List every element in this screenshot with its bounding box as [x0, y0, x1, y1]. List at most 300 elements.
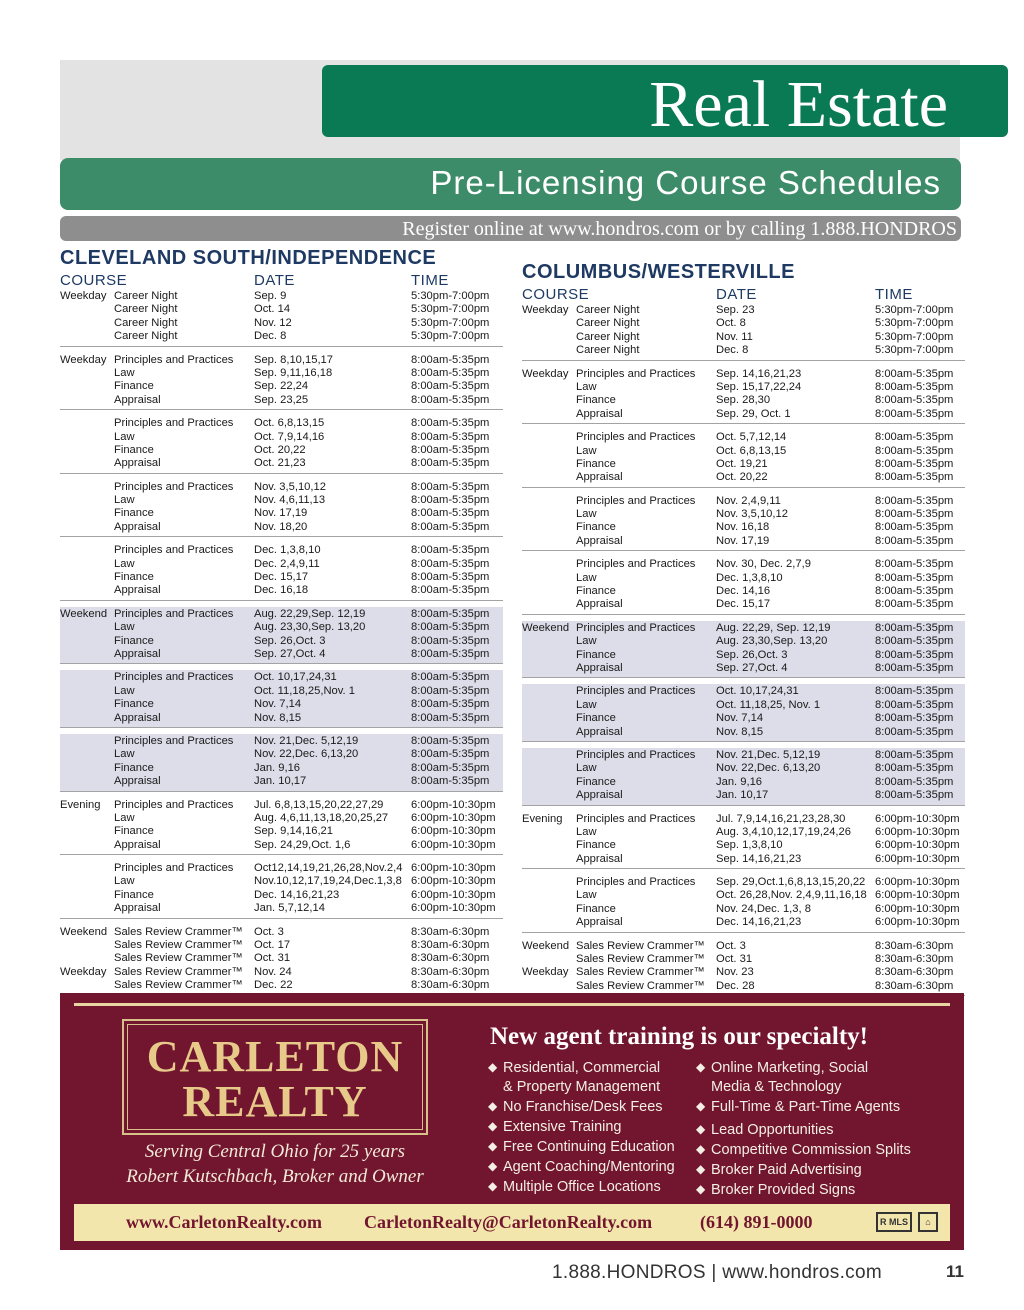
feature-item: ◆ Multiple Office Locations	[488, 1179, 661, 1195]
course-time: 8:00am-5:35pm	[875, 457, 954, 470]
course-time: 6:00pm-10:30pm	[411, 825, 496, 838]
schedule-group	[522, 430, 965, 488]
course-time: 8:00am-5:35pm	[411, 748, 490, 761]
course-time: 8:00am-5:35pm	[875, 431, 954, 444]
course-dates: Sep. 23	[716, 304, 755, 316]
diamond-bullet-icon: ◆	[488, 1159, 498, 1173]
schedule-row	[60, 966, 503, 979]
schedule-groups	[60, 289, 503, 996]
diamond-bullet-icon: ◆	[696, 1099, 706, 1113]
course-name: Finance	[576, 585, 616, 598]
schedule-row	[522, 940, 965, 953]
schedule-group	[60, 861, 503, 919]
course-dates: Nov. 17,19	[254, 507, 308, 520]
schedule-row	[60, 735, 503, 748]
schedule-group	[522, 748, 965, 806]
course-time: 5:30pm-7:00pm	[411, 303, 490, 316]
course-name: Appraisal	[114, 393, 161, 406]
course-time: 5:30pm-7:00pm	[875, 330, 954, 343]
ad-contact-bar	[74, 1204, 950, 1241]
course-name: Appraisal	[576, 725, 623, 738]
course-time: 8:00am-5:35pm	[875, 571, 954, 584]
course-time: 8:00am-5:35pm	[875, 698, 954, 711]
schedule-row	[60, 889, 503, 902]
course-dates: Sep. 14,16,21,23	[716, 852, 802, 865]
course-dates: Nov. 7,14	[254, 698, 302, 711]
course-name: Principles and Practices	[576, 367, 696, 380]
course-dates: Dec. 8	[254, 330, 287, 343]
course-name: Finance	[114, 634, 154, 647]
feature-item: ◆ Free Continuing Education	[488, 1139, 675, 1155]
course-time: 8:00am-5:35pm	[411, 621, 490, 634]
diamond-bullet-icon: ◆	[696, 1162, 706, 1176]
course-name: Finance	[114, 825, 154, 838]
course-name: Principles and Practices	[576, 812, 696, 825]
course-dates: Sep. 24,29,Oct. 1,6	[254, 838, 351, 851]
course-name: Finance	[576, 457, 616, 470]
course-dates: Dec. 15,17	[254, 571, 309, 584]
schedule-row	[60, 521, 503, 534]
schedule-row	[60, 902, 503, 915]
schedule-row	[60, 926, 503, 939]
course-name: Appraisal	[576, 598, 623, 611]
course-dates: Sep. 9,11,16,18	[254, 366, 333, 379]
course-dates: Sep. 29, Oct. 1	[716, 407, 791, 420]
register-text: Register online at www.hondros.com or by calling 1.888.HONDROS	[402, 218, 957, 240]
course-dates: Dec. 14,16	[716, 585, 771, 598]
course-time: 6:00pm-10:30pm	[875, 916, 960, 929]
course-name: Principles and Practices	[576, 685, 696, 698]
course-name: Principles and Practices	[576, 431, 696, 444]
course-name: Sales Review Crammer™	[576, 953, 705, 966]
schedule-group	[60, 543, 503, 601]
course-dates: Dec. 1,3,8,10	[716, 571, 783, 584]
course-time: 8:00am-5:35pm	[875, 748, 954, 761]
feature-item: & Property Management	[503, 1079, 661, 1095]
course-dates: Nov. 18,20	[254, 520, 308, 533]
course-name: Law	[114, 430, 135, 443]
schedule-row	[522, 598, 965, 611]
feature-item: ◆ Competitive Commission Splits	[696, 1142, 911, 1158]
schedule-row	[60, 367, 503, 380]
schedule-row	[522, 431, 965, 444]
schedule-row	[522, 839, 965, 852]
course-name: Principles and Practices	[114, 671, 234, 684]
course-name: Law	[576, 380, 597, 393]
schedule-row	[60, 303, 503, 316]
schedule-row	[522, 408, 965, 421]
course-dates: Nov. 22,Dec. 6,13,20	[254, 748, 359, 761]
schedule-group	[60, 607, 503, 665]
course-dates: Jul. 6,8,13,15,20,22,27,29	[254, 798, 384, 811]
session-type: Evening	[60, 798, 101, 811]
course-header: COURSE	[522, 286, 590, 303]
schedule-group	[522, 494, 965, 552]
course-name: Appraisal	[576, 661, 623, 674]
course-name: Law	[576, 825, 597, 838]
logo-text-realty: REALTY	[182, 1077, 368, 1126]
schedule-row	[522, 980, 965, 993]
course-time: 5:30pm-7:00pm	[875, 317, 954, 330]
column-headers	[60, 269, 503, 289]
course-time: 8:00am-5:35pm	[411, 430, 490, 443]
schedule-row	[60, 698, 503, 711]
course-name: Finance	[576, 775, 616, 788]
subtitle-banner	[60, 158, 961, 210]
footer-contact: 1.888.HONDROS | www.hondros.com	[552, 1262, 882, 1283]
course-dates: Sep. 9	[254, 290, 287, 302]
course-time: 8:00am-5:35pm	[875, 712, 954, 725]
schedule-row	[60, 431, 503, 444]
schedule-row	[522, 853, 965, 866]
course-time: 6:00pm-10:30pm	[411, 902, 496, 915]
course-name: Finance	[576, 648, 616, 661]
time-header: TIME	[875, 286, 913, 303]
course-time: 8:00am-5:35pm	[875, 394, 954, 407]
course-name: Law	[576, 508, 597, 521]
schedule-row	[522, 317, 965, 330]
course-name: Principles and Practices	[576, 558, 696, 571]
schedule-row	[60, 862, 503, 875]
course-time: 6:00pm-10:30pm	[875, 839, 960, 852]
schedule-group	[60, 798, 503, 856]
course-time: 8:00am-5:35pm	[875, 585, 954, 598]
schedule-row	[522, 966, 965, 979]
course-dates: Oct. 20,22	[716, 471, 768, 484]
schedule-row	[60, 748, 503, 761]
course-dates: Oct. 7,9,14,16	[254, 430, 325, 443]
course-name: Law	[576, 444, 597, 457]
course-name: Finance	[114, 507, 154, 520]
course-time: 8:00am-5:35pm	[875, 635, 954, 648]
schedule-row	[522, 813, 965, 826]
diamond-bullet-icon: ◆	[488, 1060, 498, 1074]
course-time: 8:00am-5:35pm	[875, 725, 954, 738]
course-time: 8:00am-5:35pm	[411, 544, 490, 557]
schedule-row	[522, 304, 965, 317]
course-time: 8:00am-5:35pm	[875, 775, 954, 788]
course-time: 8:00am-5:35pm	[411, 761, 490, 774]
course-name: Law	[114, 811, 135, 824]
schedule-row	[522, 585, 965, 598]
diamond-bullet-icon: ◆	[488, 1099, 498, 1113]
course-time: 8:30am-6:30pm	[875, 939, 954, 952]
schedule-group	[60, 925, 503, 996]
schedule-row	[60, 775, 503, 788]
course-dates: Nov.10,12,17,19,24,Dec.1,3,8	[254, 875, 402, 888]
course-time: 8:00am-5:35pm	[411, 584, 490, 597]
course-name: Appraisal	[114, 838, 161, 851]
course-name: Finance	[114, 571, 154, 584]
course-name: Career Night	[114, 290, 178, 302]
time-header: TIME	[411, 272, 449, 289]
course-time: 8:00am-5:35pm	[411, 457, 490, 470]
course-dates: Sep. 27,Oct. 4	[254, 647, 326, 660]
course-time: 8:00am-5:35pm	[411, 366, 490, 379]
schedule-row	[522, 508, 965, 521]
schedule-row	[522, 535, 965, 548]
schedule-row	[522, 889, 965, 902]
course-dates: Aug. 23,30,Sep. 13,20	[716, 635, 828, 648]
course-dates: Oct. 31	[254, 952, 291, 965]
date-header: DATE	[254, 272, 295, 289]
session-type: Weekend	[60, 925, 108, 938]
course-dates: Oct. 6,8,13,15	[254, 417, 325, 430]
feature-item: ◆ No Franchise/Desk Fees	[488, 1099, 663, 1115]
schedule-row	[522, 762, 965, 775]
diamond-bullet-icon: ◆	[696, 1060, 706, 1074]
schedule-row	[522, 726, 965, 739]
course-dates: Oct. 11,18,25,Nov. 1	[254, 684, 355, 697]
schedule-group	[60, 670, 503, 728]
course-name: Finance	[576, 712, 616, 725]
course-dates: Oct. 5,7,12,14	[716, 431, 787, 444]
course-time: 8:30am-6:30pm	[411, 925, 490, 938]
course-time: 6:00pm-10:30pm	[411, 798, 496, 811]
schedule-row	[60, 712, 503, 725]
session-type: Weekend	[60, 607, 108, 620]
course-time: 8:00am-5:35pm	[411, 698, 490, 711]
schedule-row	[60, 481, 503, 494]
course-name: Appraisal	[114, 520, 161, 533]
schedule-group	[60, 416, 503, 474]
course-name: Finance	[576, 521, 616, 534]
cleveland-schedule	[60, 247, 503, 1002]
course-name: Sales Review Crammer™	[114, 979, 243, 992]
schedule-row	[522, 953, 965, 966]
course-dates: Oct. 26,28,Nov. 2,4,9,11,16,18	[716, 889, 867, 902]
course-dates: Jan. 10,17	[716, 789, 769, 802]
course-dates: Dec. 2,4,9,11	[254, 557, 320, 570]
schedule-row	[60, 762, 503, 775]
schedule-row	[522, 916, 965, 929]
course-name: Career Night	[114, 330, 178, 343]
schedule-row	[60, 330, 503, 343]
course-dates: Sep. 1,3,8,10	[716, 839, 783, 852]
course-time: 5:30pm-7:00pm	[411, 316, 490, 329]
page-number: 11	[946, 1262, 964, 1281]
schedule-row	[522, 826, 965, 839]
course-dates: Oct. 10,17,24,31	[716, 685, 799, 698]
course-name: Principles and Practices	[576, 494, 696, 507]
course-time: 6:00pm-10:30pm	[411, 888, 496, 901]
course-dates: Nov. 24,Dec. 1,3, 8	[716, 902, 811, 915]
schedule-group	[522, 303, 965, 361]
course-name: Sales Review Crammer™	[114, 925, 243, 938]
course-dates: Nov. 2,4,9,11	[716, 494, 781, 507]
course-time: 8:00am-5:35pm	[411, 571, 490, 584]
feature-item: ◆ Online Marketing, Social	[696, 1060, 869, 1076]
course-dates: Oct. 17	[254, 939, 291, 952]
session-type: Weekday	[522, 966, 569, 979]
session-type: Weekend	[522, 621, 570, 634]
course-dates: Nov. 8,15	[716, 725, 764, 738]
feature-item: ◆ Agent Coaching/Mentoring	[488, 1159, 675, 1175]
carleton-logo	[122, 1019, 428, 1135]
course-header: COURSE	[60, 272, 128, 289]
course-name: Finance	[114, 761, 154, 774]
course-time: 8:00am-5:35pm	[875, 508, 954, 521]
course-dates: Dec. 28	[716, 979, 755, 992]
course-time: 8:30am-6:30pm	[875, 979, 954, 992]
course-dates: Nov. 23	[716, 966, 754, 979]
course-name: Appraisal	[576, 471, 623, 484]
course-name: Finance	[576, 394, 616, 407]
course-name: Principles and Practices	[114, 798, 234, 811]
schedule-group	[522, 367, 965, 425]
course-time: 5:30pm-7:00pm	[875, 304, 954, 316]
course-name: Law	[114, 494, 135, 507]
course-dates: Dec. 14,16,21,23	[254, 888, 340, 901]
schedule-row	[60, 571, 503, 584]
course-name: Law	[114, 748, 135, 761]
schedule-row	[60, 875, 503, 888]
ad-email-link[interactable]: CarletonRealty@CarletonRealty.com	[364, 1212, 653, 1232]
schedule-group	[522, 557, 965, 615]
course-name: Appraisal	[114, 647, 161, 660]
course-name: Law	[114, 621, 135, 634]
course-dates: Nov. 12	[254, 316, 292, 329]
course-time: 8:00am-5:35pm	[411, 607, 490, 620]
course-time: 8:00am-5:35pm	[411, 684, 490, 697]
course-name: Career Night	[114, 303, 178, 316]
course-name: Career Night	[576, 344, 640, 357]
course-name: Finance	[114, 698, 154, 711]
schedule-group	[522, 875, 965, 933]
equal-housing-icon: ⌂	[918, 1212, 938, 1232]
course-dates: Jan. 9,16	[254, 761, 301, 774]
feature-item: ◆ Residential, Commercial	[488, 1060, 661, 1076]
course-name: Finance	[114, 888, 154, 901]
schedule-row	[522, 712, 965, 725]
course-time: 8:00am-5:35pm	[411, 494, 490, 507]
course-dates: Nov. 21,Dec. 5,12,19	[254, 734, 359, 747]
course-dates: Nov. 11	[716, 330, 753, 343]
course-name: Law	[114, 684, 135, 697]
course-dates: Aug. 22,29, Sep. 12,19	[716, 621, 831, 634]
course-time: 8:30am-6:30pm	[875, 966, 954, 979]
schedule-row	[522, 699, 965, 712]
course-dates: Dec. 1,3,8,10	[254, 544, 321, 557]
course-time: 5:30pm-7:00pm	[411, 330, 490, 343]
diamond-bullet-icon: ◆	[488, 1139, 498, 1153]
course-time: 8:00am-5:35pm	[875, 444, 954, 457]
city-heading: COLUMBUS/WESTERVILLE	[522, 261, 795, 283]
schedule-row	[522, 381, 965, 394]
schedule-row	[60, 290, 503, 303]
schedule-row	[522, 635, 965, 648]
schedule-row	[522, 445, 965, 458]
course-dates: Sep. 15,17,22,24	[716, 380, 802, 393]
course-name: Law	[576, 762, 597, 775]
course-time: 8:00am-5:35pm	[411, 711, 490, 724]
schedule-row	[60, 394, 503, 407]
schedule-row	[60, 317, 503, 330]
course-dates: Nov. 7,14	[716, 712, 764, 725]
course-time: 8:30am-6:30pm	[411, 939, 490, 952]
course-dates: Oct. 11,18,25, Nov. 1	[716, 698, 821, 711]
course-name: Principles and Practices	[576, 621, 696, 634]
course-dates: Nov. 24	[254, 965, 292, 978]
course-name: Principles and Practices	[576, 876, 696, 889]
course-dates: Aug. 3,4,10,12,17,19,24,26	[716, 825, 851, 838]
course-dates: Sep. 26,Oct. 3	[716, 648, 788, 661]
course-dates: Sep. 27,Oct. 4	[716, 661, 788, 674]
course-time: 8:00am-5:35pm	[875, 471, 954, 484]
course-time: 8:00am-5:35pm	[875, 521, 954, 534]
feature-item: Media & Technology	[711, 1079, 842, 1095]
course-dates: Nov. 4,6,11,13	[254, 494, 326, 507]
schedule-row	[522, 558, 965, 571]
course-time: 8:00am-5:35pm	[875, 685, 954, 698]
schedule-row	[522, 368, 965, 381]
course-name: Finance	[576, 902, 616, 915]
ad-website-link[interactable]: www.CarletonRealty.com	[126, 1212, 322, 1232]
course-time: 5:30pm-7:00pm	[875, 344, 954, 357]
ad-phone: (614) 891-0000	[700, 1212, 813, 1232]
course-time: 8:00am-5:35pm	[411, 520, 490, 533]
schedule-row	[522, 572, 965, 585]
course-time: 8:00am-5:35pm	[875, 494, 954, 507]
course-name: Appraisal	[114, 584, 161, 597]
course-dates: Sep. 22,24	[254, 380, 309, 393]
session-type: Weekend	[522, 939, 570, 952]
schedule-row	[60, 825, 503, 838]
course-time: 6:00pm-10:30pm	[411, 862, 496, 875]
course-dates: Aug. 22,29,Sep. 12,19	[254, 607, 366, 620]
course-time: 8:00am-5:35pm	[411, 734, 490, 747]
feature-item: ◆ Broker Paid Advertising	[696, 1162, 862, 1178]
course-name: Appraisal	[576, 852, 623, 865]
schedule-row	[60, 417, 503, 430]
course-time: 8:00am-5:35pm	[411, 353, 490, 366]
schedule-row	[60, 558, 503, 571]
course-name: Principles and Practices	[576, 748, 696, 761]
course-name: Sales Review Crammer™	[114, 939, 243, 952]
schedule-group	[522, 812, 965, 870]
diamond-bullet-icon: ◆	[696, 1122, 706, 1136]
course-name: Appraisal	[576, 916, 623, 929]
columbus-schedule	[522, 261, 965, 1002]
course-dates: Nov. 21,Dec. 5,12,19	[716, 748, 821, 761]
schedule-group	[60, 289, 503, 347]
course-time: 8:00am-5:35pm	[411, 634, 490, 647]
course-dates: Sep. 8,10,15,17	[254, 353, 334, 366]
schedule-row	[522, 685, 965, 698]
course-dates: Jul. 7,9,14,16,21,23,28,30	[716, 812, 846, 825]
diamond-bullet-icon: ◆	[696, 1142, 706, 1156]
ad-owner: Robert Kutschbach, Broker and Owner	[126, 1166, 424, 1187]
course-name: Principles and Practices	[114, 417, 234, 430]
course-name: Law	[114, 366, 135, 379]
schedule-row	[522, 622, 965, 635]
course-dates: Nov. 3,5,10,12	[716, 508, 788, 521]
course-time: 8:00am-5:35pm	[411, 507, 490, 520]
course-dates: Aug. 4,6,11,13,18,20,25,27	[254, 811, 389, 824]
schedule-row	[522, 903, 965, 916]
course-name: Law	[576, 635, 597, 648]
course-dates: Nov. 22,Dec. 6,13,20	[716, 762, 821, 775]
realtor-mls-icon: R MLS	[876, 1212, 912, 1232]
course-time: 8:00am-5:35pm	[411, 380, 490, 393]
schedule-row	[60, 380, 503, 393]
session-type: Weekday	[60, 353, 107, 366]
course-dates: Dec. 8	[716, 344, 749, 357]
schedule-row	[60, 939, 503, 952]
course-name: Sales Review Crammer™	[114, 952, 243, 965]
course-dates: Oct. 10,17,24,31	[254, 671, 337, 684]
course-dates: Oct12,14,19,21,26,28,Nov.2,4	[254, 862, 403, 875]
